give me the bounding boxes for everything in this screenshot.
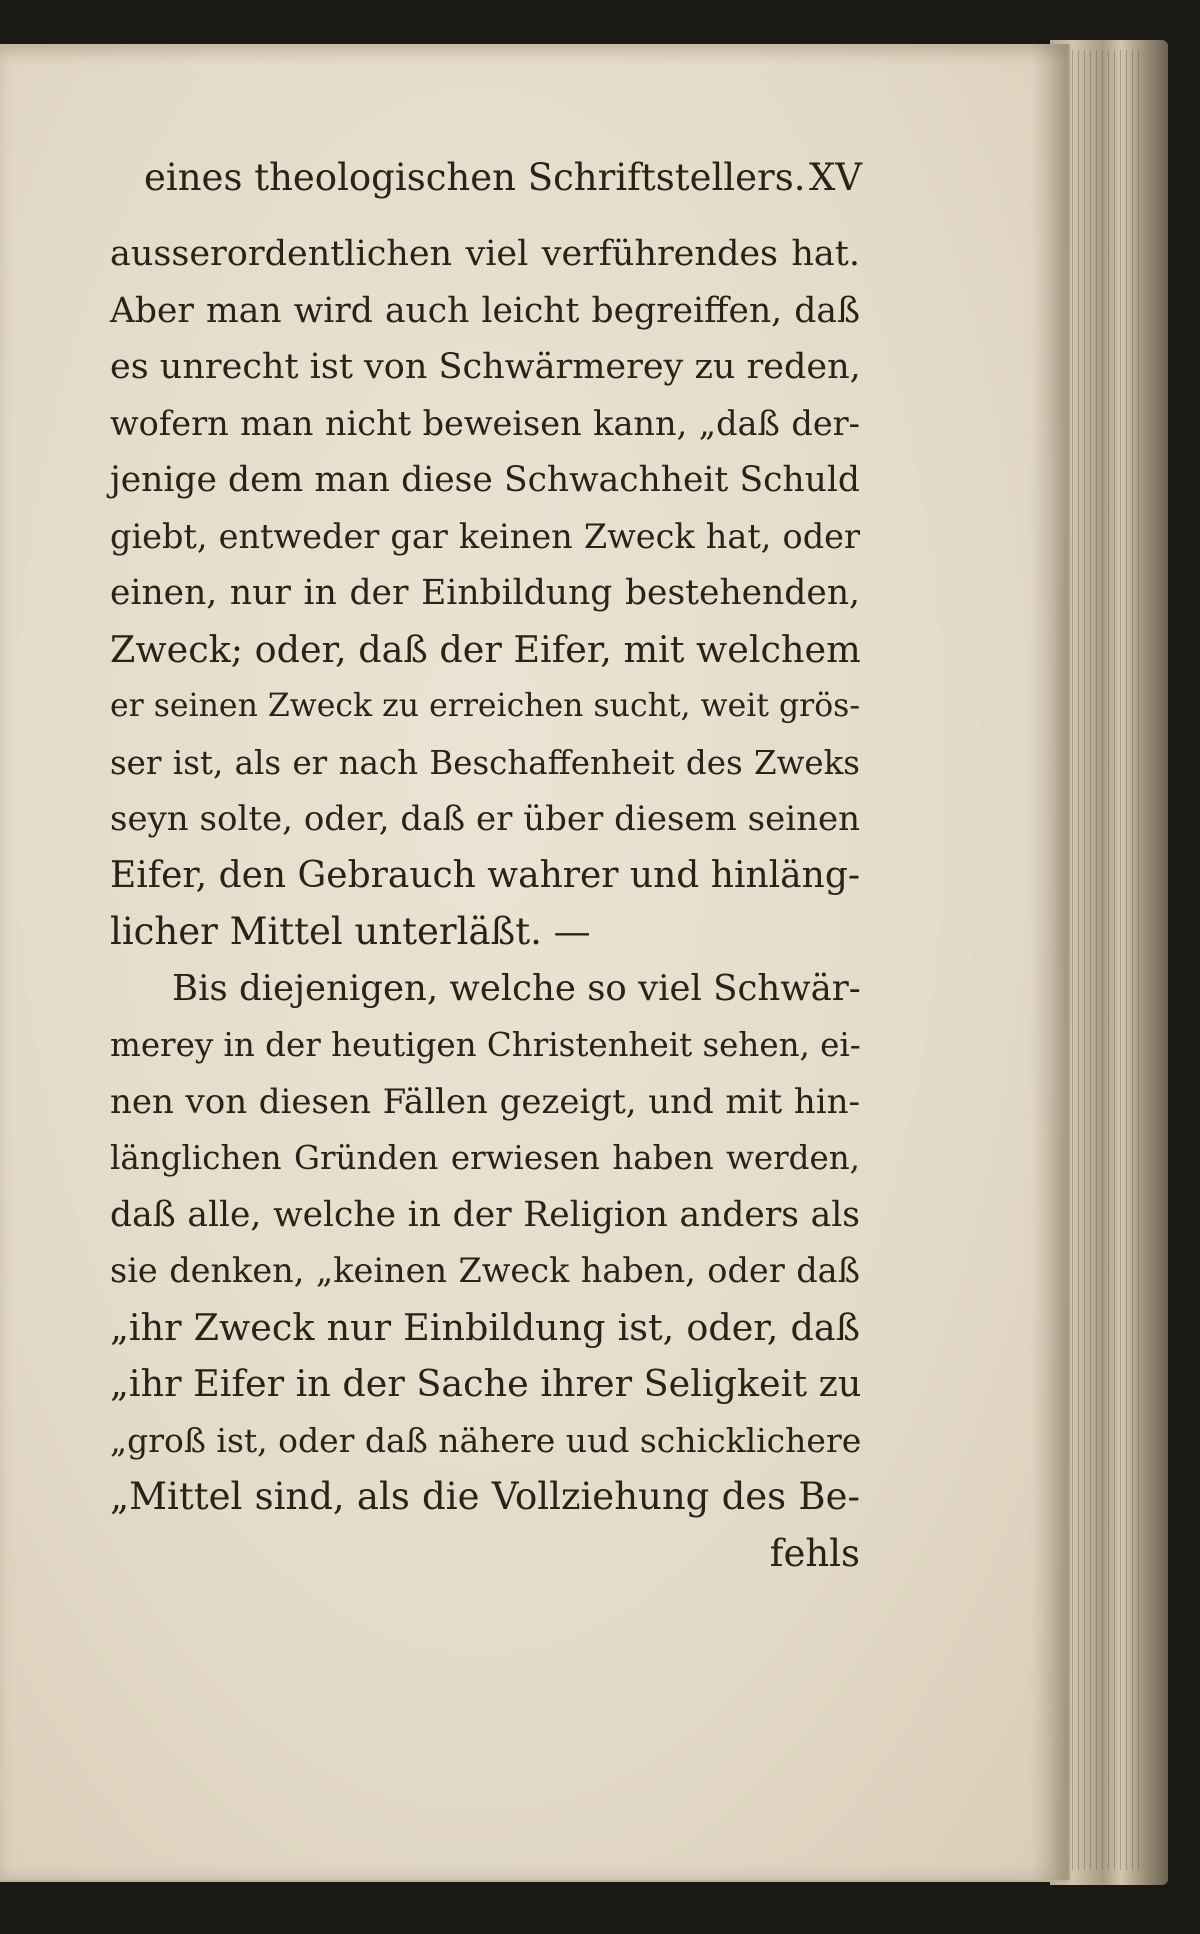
- text-line: wofern man nicht beweisen kann, „daß der-: [110, 403, 860, 443]
- page-gutter-shadow: [1030, 44, 1070, 1880]
- text-line: er seinen Zweck zu erreichen sucht, weit grös-: [110, 688, 860, 724]
- text-line: licher Mittel unterläßt. —: [110, 910, 591, 953]
- text-line: „ihr Zweck nur Einbildung ist, oder, daß: [110, 1305, 860, 1349]
- text-line: länglichen Gründen erwiesen haben werden,: [110, 1139, 860, 1177]
- page-number: XV: [808, 156, 862, 199]
- text-line: es unrecht ist von Schwärmerey zu reden,: [110, 347, 861, 387]
- text-line: Eifer, den Gebrauch wahrer und hinläng-: [110, 854, 861, 896]
- text-line: Zweck; oder, daß der Eifer, mit welchem: [110, 627, 861, 671]
- text-line: einen, nur in der Einbildung bestehenden,: [110, 573, 860, 613]
- running-head-title: eines theologischen Schriftstellers.: [144, 156, 806, 199]
- running-head: [144, 150, 862, 206]
- text-line: „Mittel sind, als die Vollziehung des Be-: [110, 1475, 860, 1518]
- paragraph-1: [110, 226, 860, 961]
- text-line: „ihr Eifer in der Sache ihrer Seligkeit zu: [110, 1362, 862, 1405]
- page-stack-lines: [1060, 50, 1140, 1870]
- paragraph-2: [110, 961, 860, 1526]
- text-line: ser ist, als er nach Beschaffenheit des Zweks: [110, 743, 860, 782]
- text-line: jenige dem man diese Schwachheit Schuld: [110, 460, 860, 500]
- text-line: „groß ist, oder daß nähere uud schicklichere: [110, 1420, 862, 1460]
- text-line: Bis diejenigen, welche so viel Schwär-: [172, 967, 861, 1009]
- text-line: Aber man wird auch leicht begreiffen, daß: [110, 290, 860, 331]
- text-line: ausserordentlichen viel verführendes hat.: [110, 234, 860, 274]
- text-line: sie denken, „keinen Zweck haben, oder daß: [110, 1251, 860, 1290]
- catchword: fehls: [769, 1531, 860, 1575]
- text-line: giebt, entweder gar keinen Zweck hat, oder: [110, 516, 860, 556]
- page-text: [110, 150, 860, 1582]
- text-line: merey in der heutigen Christenheit sehen, ei-: [110, 1026, 861, 1064]
- text-line: nen von diesen Fällen gezeigt, und mit hin-: [110, 1081, 860, 1122]
- text-line: daß alle, welche in der Religion anders als: [110, 1194, 860, 1235]
- text-line: seyn solte, oder, daß er über diesem seinen: [110, 799, 860, 839]
